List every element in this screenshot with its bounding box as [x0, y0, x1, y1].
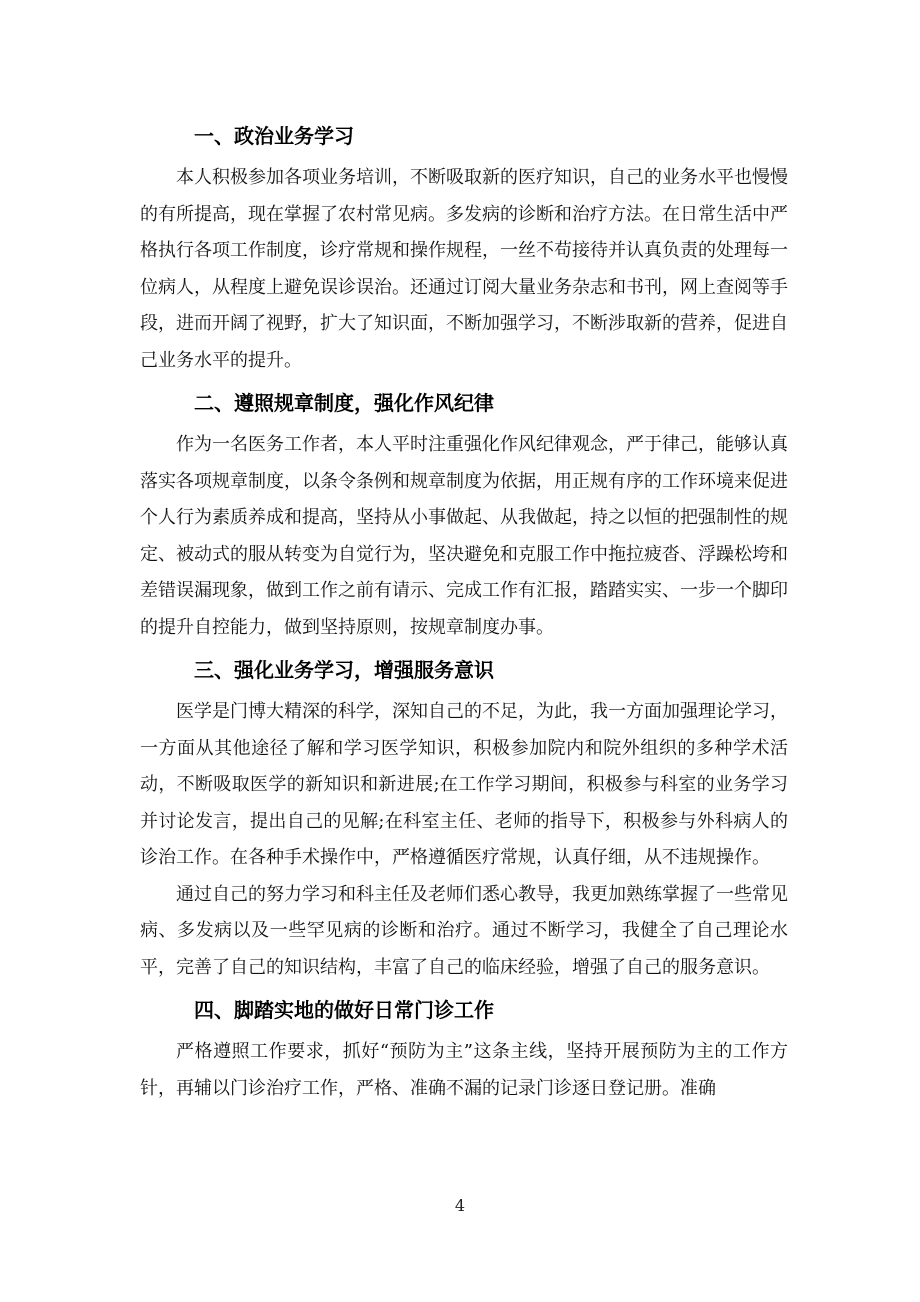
body-paragraph: 医学是门博大精深的科学，深知自己的不足，为此，我一方面加强理论学习，一方面从其他途径了解和学习医学知识，积极参加院内和院外组织的多种学术活动，不断吸取医学的新知识和新进展;在工作学习期间，积极参与科室的业务学习并讨论发言，提出自己的见解;在科室主任、老师的指导下，积极参与外科病人的诊治工作。在各种手术操作中，严格遵循医疗常规，认真仔细，从不违规操作。 — [140, 701, 788, 868]
page-number: 4 — [454, 1196, 466, 1215]
section-outpatient-work — [140, 986, 788, 1107]
body-paragraph: 通过自己的努力学习和科主任及老师们悉心教导，我更加熟练掌握了一些常见病、多发病以及一些罕见病的诊断和治疗。通过不断学习，我健全了自己理论水平，完善了自己的知识结构，丰富了自己的临床经验，增强了自己的服务意识。 — [140, 883, 788, 978]
section-heading: 二、遵照规章制度，强化作风纪律 — [194, 391, 494, 415]
body-paragraph: 严格遵照工作要求，抓好“预防为主”这条主线，坚持开展预防为主的工作方针，再辅以门诊治疗工作，严格、准确不漏的记录门诊逐日登记册。准确 — [140, 1041, 788, 1099]
section-heading: 四、脚踏实地的做好日常门诊工作 — [194, 998, 494, 1022]
body-paragraph: 作为一名医务工作者，本人平时注重强化作风纪律观念，严于律己，能够认真落实各项规章制度，以条令条例和规章制度为依据，用正规有序的工作环境来促进个人行为素质养成和提高，坚持从小事做起、从我做起，持之以恒的把强制性的规定、被动式的服从转变为自觉行为，坚决避免和克服工作中拖拉疲沓、浮躁松垮和差错误漏现象，做到工作之前有请示、完成工作有汇报，踏踏实实、一步一个脚印的提升自控能力，做到坚持原则，按规章制度办事。 — [140, 434, 788, 638]
section-service-awareness — [140, 646, 788, 986]
body-paragraph: 本人积极参加各项业务培训，不断吸取新的医疗知识，自己的业务水平也慢慢的有所提高，现在掌握了农村常见病。多发病的诊断和治疗方法。在日常生活中严格执行各项工作制度，诊疗常规和操作规程，一丝不苟接待并认真负责的处理每一位病人，从程度上避免误诊误治。还通过订阅大量业务杂志和书刊，网上查阅等手段，进而开阔了视野，扩大了知识面，不断加强学习，不断涉取新的营养，促进自己业务水平的提升。 — [140, 167, 788, 371]
section-rules-discipline — [140, 379, 788, 646]
document-body — [140, 112, 788, 1107]
section-heading: 三、强化业务学习，增强服务意识 — [194, 658, 494, 682]
section-heading: 一、政治业务学习 — [194, 124, 354, 148]
section-political-study — [140, 112, 788, 379]
